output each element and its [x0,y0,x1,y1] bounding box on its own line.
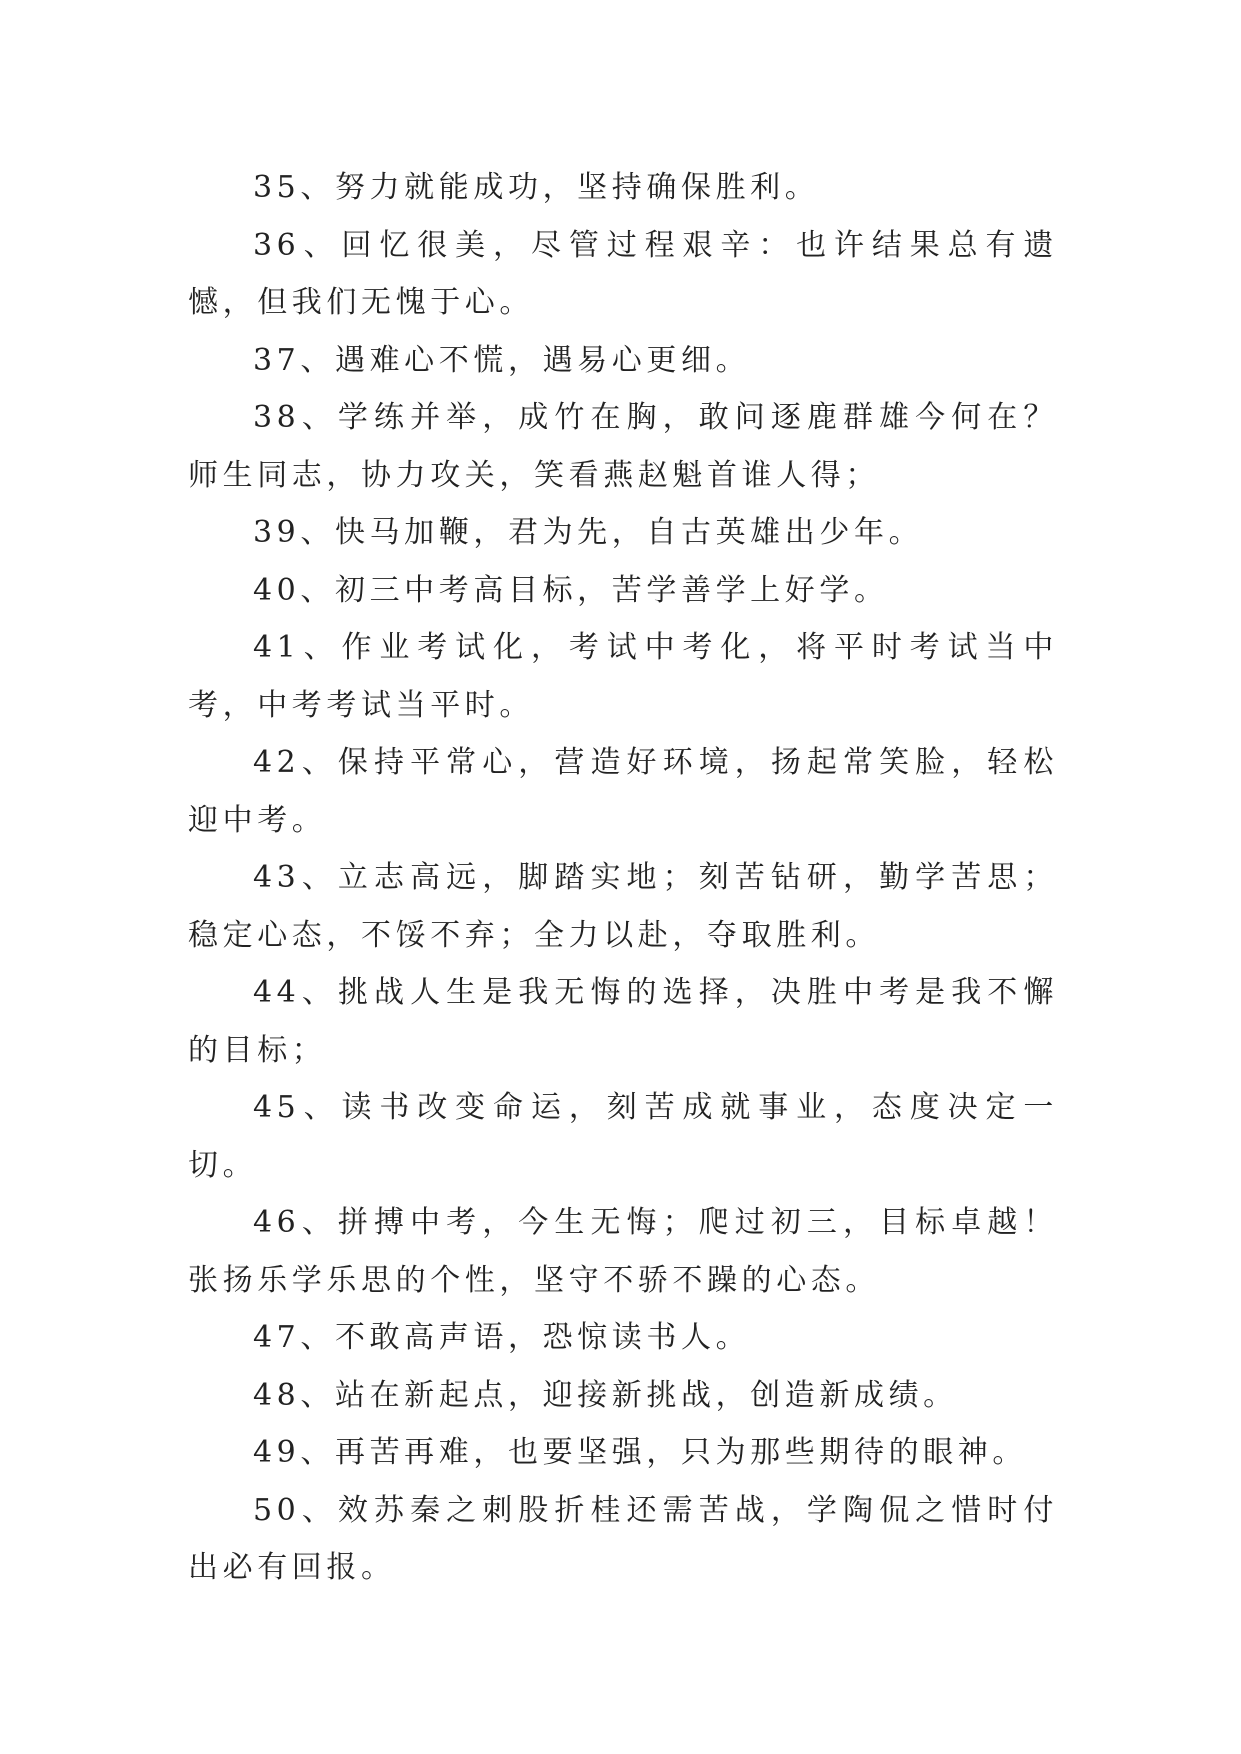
paragraph-38: 38、学练并举，成竹在胸，敢问逐鹿群雄今何在？师生同志，协力攻关，笑看燕赵魁首谁人得； [188,400,1058,493]
paragraph-43: 43、立志高远，脚踏实地；刻苦钻研，勤学苦思；稳定心态，不馁不弃；全力以赴，夺取胜利。 [188,860,1058,953]
paragraph-41: 41、作业考试化，考试中考化，将平时考试当中考，中考考试当平时。 [188,630,1058,723]
paragraph-49: 49、再苦再难，也要坚强，只为那些期待的眼神。 [253,1435,1027,1470]
paragraph-37: 37、遇难心不慌，遇易心更细。 [253,342,751,378]
document-body [188,159,1058,1597]
paragraph-36: 36、回忆很美，尽管过程艰辛：也许结果总有遗憾，但我们无愧于心。 [188,227,1058,320]
paragraph-40: 40、初三中考高目标，苦学善学上好学。 [253,572,889,608]
paragraph-47: 47、不敢高声语，恐惊读书人。 [253,1320,751,1355]
paragraph-45: 45、读书改变命运，刻苦成就事业，态度决定一切。 [188,1090,1058,1183]
paragraph-46: 46、拼搏中考，今生无悔；爬过初三，目标卓越！张扬乐学乐思的个性，坚守不骄不躁的心态。 [188,1205,1058,1298]
paragraph-39: 39、快马加鞭，君为先，自古英雄出少年。 [253,515,924,550]
paragraph-35: 35、努力就能成功，坚持确保胜利。 [253,170,820,205]
paragraph-42: 42、保持平常心，营造好环境，扬起常笑脸，轻松迎中考。 [188,745,1058,838]
paragraph-44: 44、挑战人生是我无悔的选择，决胜中考是我不懈的目标； [188,975,1058,1068]
paragraph-48: 48、站在新起点，迎接新挑战，创造新成绩。 [253,1377,958,1413]
paragraph-50: 50、效苏秦之刺股折桂还需苦战，学陶侃之惜时付出必有回报。 [188,1492,1058,1585]
